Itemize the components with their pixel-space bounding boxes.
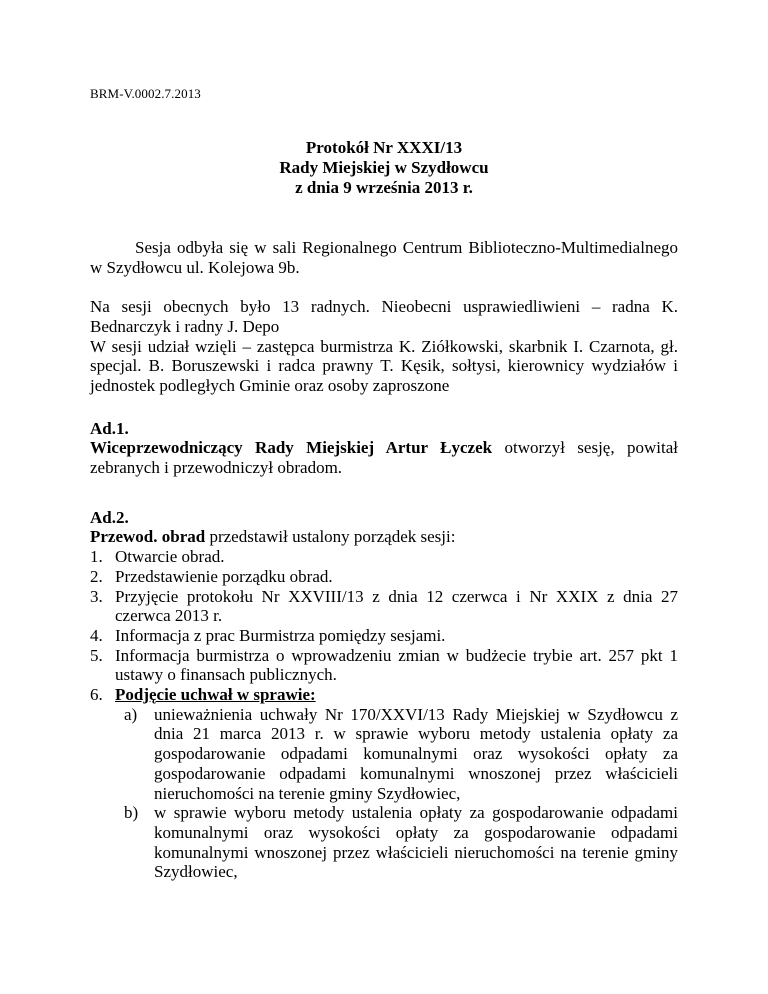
- resolution-subitem: b) w sprawie wyboru metody ustalenia opłaty za gospodarowanie odpadami komunalnymi oraz wysokości opłaty za gospodarowanie odpadami komunalnymi wnoszonej przez właścicieli nieruchomości na terenie gminy Szydłowiec,: [124, 803, 678, 882]
- section-ad1: [90, 419, 678, 478]
- agenda-item: 2. Przedstawienie porządku obrad.: [90, 566, 333, 586]
- resolution-sublist: [115, 705, 678, 882]
- ad1-paragraph: [90, 438, 678, 477]
- ad2-chairman: Przewod. obrad: [90, 527, 206, 547]
- title-line-2: Rady Miejskiej w Szydłowcu: [279, 158, 489, 177]
- title-line-1: Protokół Nr XXXI/13: [305, 138, 463, 157]
- document-reference: BRM-V.0002.7.2013: [90, 86, 201, 101]
- section-ad2: [90, 508, 678, 882]
- ad2-text: przedstawił ustalony porządek sesji:: [205, 527, 456, 547]
- agenda-list: [90, 547, 678, 882]
- ad1-text: otworzył sesję, powitał zebranych i przewodniczył obradom.: [90, 438, 678, 478]
- title-line-3: z dnia 9 września 2013 r.: [295, 178, 473, 197]
- resolution-subitem: a) unieważnienia uchwały Nr 170/XXVI/13 Rady Miejskiej w Szydłowcu z dnia 21 marca 2013 r. w sprawie wyboru metody ustalenia opłaty za gospodarowanie odpadami komunalnymi oraz wysokości opłaty za gospodarowanie odpadami komunalnymi wnoszonej przez właścicieli nieruchomości na terenie gminy Szydłowiec,: [124, 704, 678, 803]
- attendance-section: [90, 297, 678, 396]
- ad1-chairman: Wiceprzewodniczący Rady Miejskiej Artur Łyczek: [90, 438, 493, 458]
- resolutions-label: Podjęcie uchwał w sprawie:: [115, 685, 316, 705]
- agenda-item: 1. Otwarcie obrad.: [90, 547, 225, 567]
- participants-paragraph: W sesji udział wzięli – zastępca burmistrza K. Ziółkowski, skarbnik I. Czarnota, gł. specjal. B. Boruszewski i radca prawny T. Kęsik, sołtysi, kierownicy wydziałów i jednostek podległych Gminie oraz osoby zaproszone: [90, 336, 678, 395]
- attendance-paragraph: Na sesji obecnych było 13 radnych. Nieobecni usprawiedliwieni – radna K. Bednarczyk i radny J. Depo: [90, 297, 678, 336]
- agenda-item: 3. Przyjęcie protokołu Nr XXVIII/13 z dnia 12 czerwca i Nr XXIX z dnia 27 czerwca 2013 r.: [90, 586, 678, 626]
- ad2-intro: [90, 527, 678, 547]
- ad2-heading: Ad.2.: [90, 507, 129, 527]
- agenda-item-resolutions: 6. Podjęcie uchwał w sprawie: a) unieważnienia uchwały Nr 170/XXVI/13 Rady Miejskiej w Szydłowcu z dnia 21 marca 2013 r. w sprawie wyboru metody ustalenia opłaty za gospodarowanie odpadami komunalnymi oraz wysokości opłaty za gospodarowanie odpadami komunalnymi wnoszonej przez właścicieli nieruchomości na terenie gminy Szydłowiec, b) w sprawie wyboru metody ustalenia opłaty za gospodarowanie odpadami komunalnymi oraz wysokości opłaty za gospodarowanie odpadami komunalnymi wnoszonej przez właścicieli nieruchomości na terenie gminy Szydłowiec,: [90, 685, 678, 882]
- intro-paragraph: Sesja odbyła się w sali Regionalnego Centrum Biblioteczno-Multimedialnego w Szydłowcu ul. Kolejowa 9b.: [90, 238, 678, 277]
- document-body: [90, 238, 678, 882]
- agenda-item: 4. Informacja z prac Burmistrza pomiędzy sesjami.: [90, 625, 446, 645]
- document-title: [90, 138, 678, 198]
- agenda-item: 5. Informacja burmistrza o wprowadzeniu zmian w budżecie trybie art. 257 pkt 1 ustawy o finansach publicznych.: [90, 645, 678, 685]
- ad1-heading: Ad.1.: [90, 418, 129, 438]
